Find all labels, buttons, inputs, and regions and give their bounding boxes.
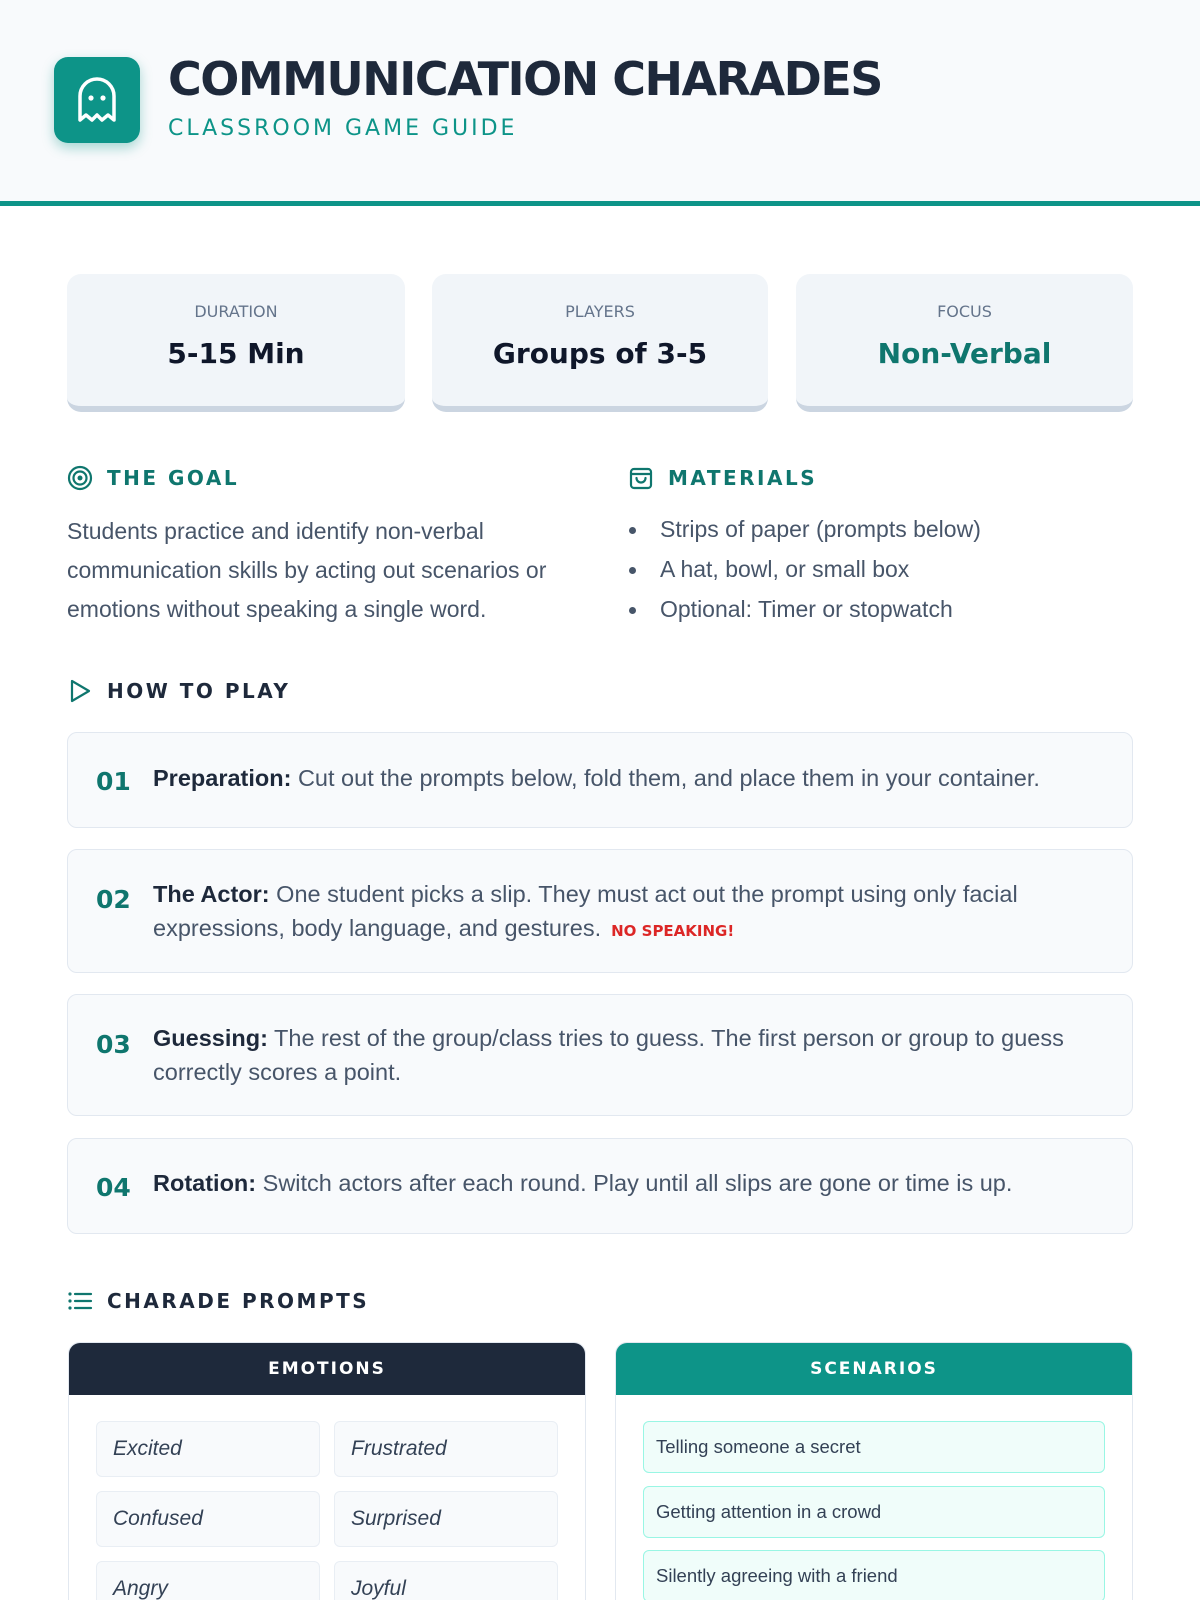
ghost-icon [54, 57, 140, 143]
step-number: 03 [96, 1030, 131, 1059]
list-icon [67, 1288, 95, 1314]
section-title: MATERIALS [668, 466, 818, 490]
emotion-prompt [334, 1561, 558, 1600]
no-speaking-warning: NO SPEAKING! [611, 922, 735, 940]
step-body: Cut out the prompts below, fold them, and place them in your container. [297, 765, 1040, 791]
prompt-label: Angry [113, 1577, 168, 1600]
materials-heading [628, 465, 817, 491]
step-text [153, 1021, 1092, 1089]
emotion-prompt [96, 1421, 320, 1477]
section-title: CHARADE PROMPTS [107, 1289, 370, 1313]
stat-value: Non-Verbal [877, 337, 1052, 370]
step-title: Rotation: [153, 1170, 257, 1196]
step-card-2 [67, 849, 1133, 973]
emotion-prompt [334, 1491, 558, 1547]
step-card-4 [67, 1138, 1133, 1234]
bag-icon [628, 465, 656, 491]
emotions-header: EMOTIONS [69, 1343, 585, 1395]
stat-card-duration [67, 274, 405, 412]
step-number: 04 [96, 1173, 131, 1202]
stat-card-focus [796, 274, 1133, 412]
stat-label: PLAYERS [565, 302, 635, 321]
scenarios-panel [615, 1342, 1133, 1600]
stat-value: 5-15 Min [167, 337, 305, 370]
step-title: The Actor: [153, 881, 270, 907]
page-subtitle: CLASSROOM GAME GUIDE [168, 116, 518, 141]
step-text [153, 877, 1092, 948]
scenario-prompt [643, 1486, 1105, 1538]
stat-label: FOCUS [937, 302, 992, 321]
step-card-3 [67, 994, 1133, 1116]
section-title: HOW TO PLAY [107, 679, 291, 703]
prompt-label: Telling someone a secret [656, 1436, 861, 1457]
emotion-prompt [96, 1561, 320, 1600]
materials-list [628, 509, 981, 629]
prompt-label: Silently agreeing with a friend [656, 1565, 898, 1586]
emotion-prompt [96, 1491, 320, 1547]
step-title: Guessing: [153, 1025, 268, 1051]
step-text [153, 1166, 1092, 1200]
play-icon [67, 678, 95, 704]
step-card-1 [67, 732, 1133, 828]
step-number: 01 [96, 767, 131, 796]
stat-card-players [432, 274, 768, 412]
how-to-play-heading [67, 678, 290, 704]
list-item: A hat, bowl, or small box [628, 549, 981, 589]
list-item: Strips of paper (prompts below) [628, 509, 981, 549]
step-body: Switch actors after each round. Play until all slips are gone or time is up. [262, 1170, 1013, 1196]
section-title: THE GOAL [107, 466, 240, 490]
prompt-label: Getting attention in a crowd [656, 1501, 882, 1522]
stat-value: Groups of 3-5 [492, 337, 708, 370]
target-icon [67, 465, 95, 491]
step-body: One student picks a slip. They must act out the prompt using only facial expressions, body language, and gestures. [153, 881, 1018, 941]
scenario-prompt [643, 1421, 1105, 1473]
charade-prompts-heading [67, 1288, 369, 1314]
goal-description: Students practice and identify non-verbal communication skills by acting out scenarios or emotions without speaking a single word. [67, 518, 547, 622]
emotion-prompt [334, 1421, 558, 1477]
page-title: COMMUNICATION CHARADES [168, 52, 882, 106]
step-text [153, 761, 1092, 795]
stat-label: DURATION [194, 302, 278, 321]
step-body: The rest of the group/class tries to guess. The first person or group to guess correctly scores a point. [153, 1025, 1064, 1085]
prompt-label: Excited [113, 1437, 182, 1460]
scenario-prompt [643, 1550, 1105, 1600]
step-title: Preparation: [153, 765, 292, 791]
page-header [0, 0, 1200, 206]
list-item: Optional: Timer or stopwatch [628, 589, 981, 629]
prompt-label: Joyful [351, 1577, 406, 1600]
emotions-panel [68, 1342, 586, 1600]
prompt-label: Confused [113, 1507, 203, 1530]
prompt-label: Frustrated [351, 1437, 447, 1460]
scenarios-header: SCENARIOS [616, 1343, 1132, 1395]
step-number: 02 [96, 885, 131, 914]
prompt-label: Surprised [351, 1507, 441, 1530]
goal-heading [67, 465, 239, 491]
